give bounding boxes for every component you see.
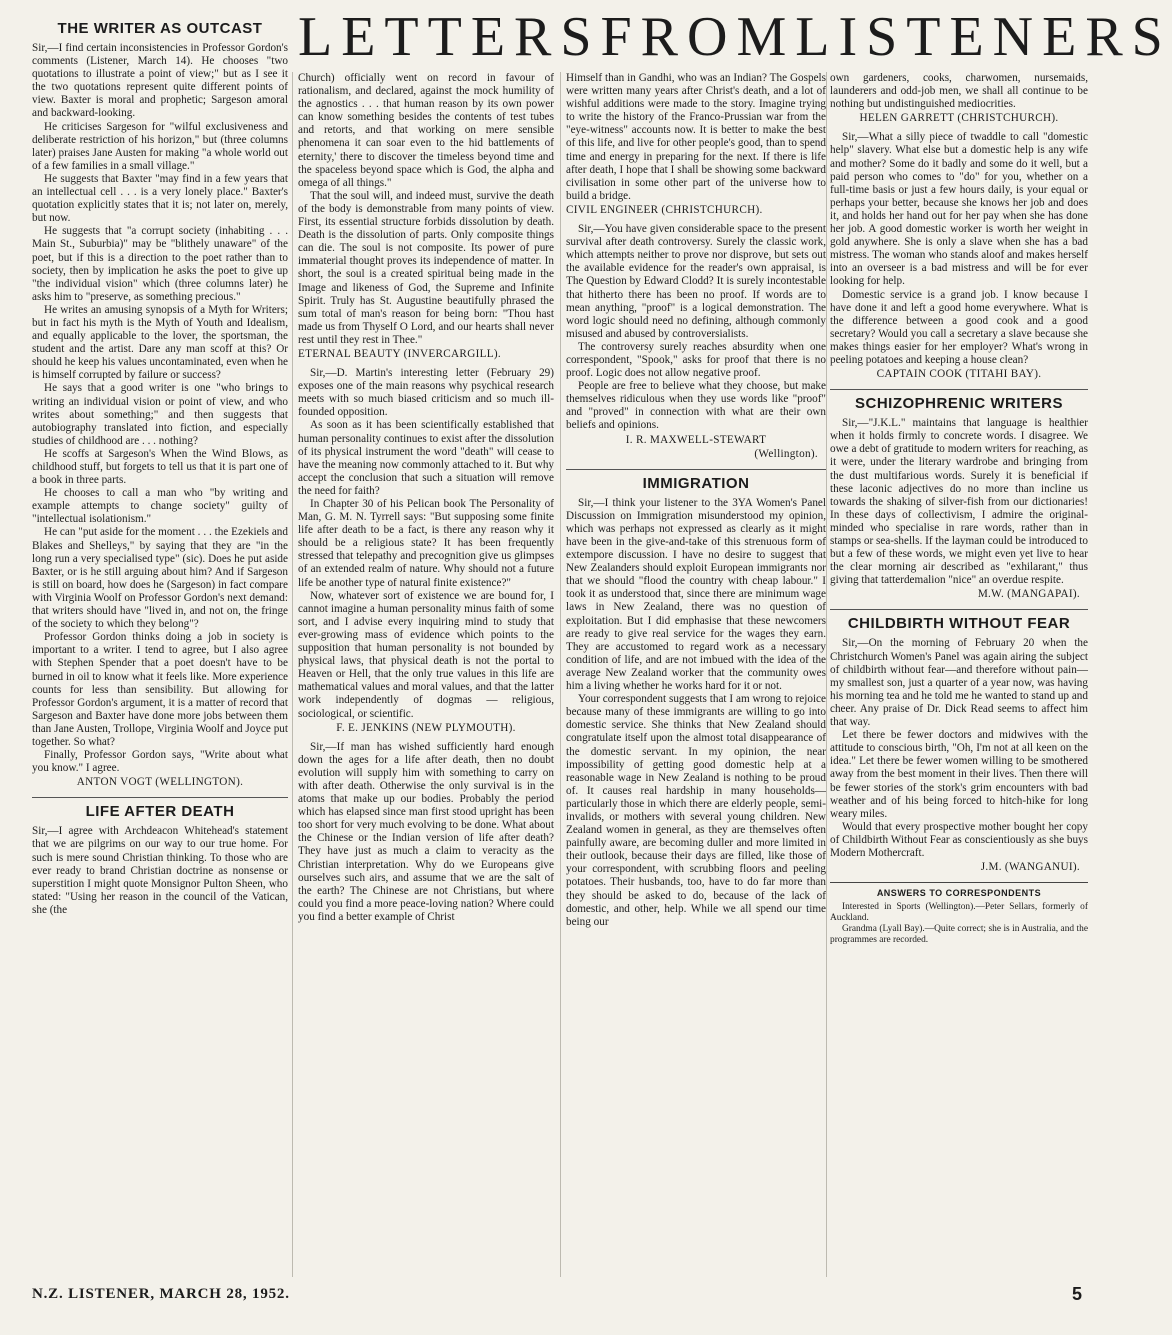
letter-paragraph: As soon as it has been scientifically established that human personality continues to exist after the dissolution of its physical instrument the word "death" will cease to have the meaning now commonly attached to it. But why accept the conclusion that such a situation will remove the need for faith? — [298, 419, 555, 497]
letter-signature: J.M. (WANGANUI). — [980, 861, 1080, 874]
column-2 — [298, 72, 554, 1275]
column-rule — [560, 72, 561, 1277]
letter-paragraph: Professor Gordon thinks doing a job in society is important to a writer. I tend to agree, but I also agree with Stephen Spender that a poet doesn't have to be burned in oil to know what it feels like. More experience counts for less than sensibility. But allowing for Professor Gordon's argument, it is a matter of record that Sargeson and Baxter have done more jobs between them than Jane Austen, Trollope, Virginia Woolf and Joyce put together. So what? — [32, 631, 288, 748]
letter-paragraph: He criticises Sargeson for "wilful exclusiveness and deliberate restriction of his horizon," but (three columns later) praises Jane Austen for making "a whole world out of a few families in a small village." — [32, 120, 288, 172]
letter-paragraph: Sir,—I think your listener to the 3YA Women's Panel Discussion on Immigration misunderstood my opinion, which was perhaps not expressed as clearly as it might have been in the give-and-take of this strenuous form of extempore discussion. I have no desire to suggest that New Zealanders should exploit European immigrants nor that we should "flood the country with cheap labour." I took it as understood that, since there are minimum wage laws in New Zealand, there was no question of exploitation. But I did emphasise that these newcomers are ready to give real service for the wages they earn. They are accustomed to regard work as a necessary condition of life, and are not imbued with the idea of the average New Zealand worker that the community owes him a living whether he works hard for it or not. — [566, 496, 826, 693]
section-heading: THE WRITER AS OUTCAST — [57, 20, 263, 37]
footer-issue-line: N.Z. LISTENER, MARCH 28, 1952. — [32, 1286, 290, 1302]
letter-paragraph: That the soul will, and indeed must, survive the death of the body is demonstrable from many points of view. First, its essential structure forbids dissolution by death. Death is the dissolution of parts. Only composite things can die. The soul is not composite. Its power of pure immaterial thought proves its independence of matter. In short, the soul is a created spiritual being made in the Image and likeness of God, the Supreme and Infinite Spirit. Truly has St. Augustine beautifully phrased the sum total of man's reason for being born: "Thou hast made us from Thyself O Lord, and our hearts shall never rest until they rest in Thee." — [298, 189, 554, 346]
letter-paragraph: The controversy surely reaches absurdity when one correspondent, "Spook," asks for proof that there is no proof. Logic does not allow negative proof. — [566, 340, 826, 380]
column-3 — [566, 72, 826, 1275]
letter-signature-place: (Wellington). — [754, 447, 818, 460]
answer-item: Interested in Sports (Wellington).—Peter Sellars, formerly of Auckland. — [830, 902, 1088, 924]
column-rule — [292, 72, 293, 1277]
letter-signature: ETERNAL BEAUTY (INVERCARGILL). — [298, 347, 501, 360]
masthead-title — [298, 4, 1172, 70]
section-heading: CHILDBIRTH WITHOUT FEAR — [830, 609, 1088, 632]
letter-signature: F. E. JENKINS (NEW PLYMOUTH). — [336, 721, 516, 734]
letter-paragraph: Finally, Professor Gordon says, "Write about what you know." I agree. — [32, 749, 288, 775]
letter-paragraph: He suggests that "a corrupt society (inhabiting . . . Main St., Suburbia)" may be "blithely unaware" of the poet, but if this is a direction to the poet rather than to society, then by implication he asks the poet to give up "the individual vision" which (three columns later) he asks him to "preserve, as something precious." — [32, 225, 288, 303]
letter-paragraph: He says that a good writer is one "who brings to writing an individual vision or point of view, and who writes about something;" and then suggests that autobiography translated into fiction, and especially studies of childhood are . . . nothing? — [32, 382, 288, 447]
section-heading: SCHIZOPHRENIC WRITERS — [830, 389, 1088, 412]
page-number: 5 — [1072, 1284, 1083, 1304]
letter-paragraph: own gardeners, cooks, charwomen, nursemaids, launderers and odd-job men, we shall all continue to be nothing but undistinguished mediocrities. — [830, 72, 1088, 111]
letter-signature: I. R. MAXWELL-STEWART — [625, 433, 767, 446]
letter-paragraph: People are free to believe what they choose, but make themselves ridiculous when they use words like "proof" and "proved" in connection with what are their own beliefs and opinions. — [566, 380, 826, 432]
letter-paragraph: Sir,—I agree with Archdeacon Whitehead's statement that we are pilgrims on our way to our true home. For such is mere sound Christian thinking. To those who are ever ready to brand Christian doctrine as nonsense or superstition I might quote Monsignor Pulton Sheen, who stated: "Using her reason in the council of the Vatican, she (the — [32, 825, 288, 916]
letter-paragraph: Sir,—On the morning of February 20 when the Christchurch Women's Panel was again airing the subject of childbirth without fear—and therefore without pain—my smallest son, just a quarter of a year now, was having his morning tea and he told me he wanted to stand up and cheer. Any praise of Dr. Dick Read seems to affect him that way. — [830, 637, 1088, 729]
masthead-word: LISTENERS — [795, 6, 1172, 68]
letter-paragraph: He suggests that Baxter "may find in a few years that an intellectual cell . . . is a very lonely place." Baxter's quotation explicitly states that it is; not later on, merely, but now. — [32, 172, 288, 225]
masthead-word: LETTERS — [298, 6, 601, 68]
letter-paragraph: In Chapter 30 of his Pelican book The Personality of Man, G. M. N. Tyrrell says: "But supposing some finite life after death to be a fact, is there any reason why it should be a religious state? It has been frequently stressed that telepathy and precognition give us glimpses of an extended realm of nature. Why should not a future life be another type of natural finite existence?" — [298, 498, 554, 589]
letter-paragraph: He scoffs at Sargeson's When the Wind Blows, as childhood stuff, but forgets to tell us that it is part one of a book in three parts. — [32, 447, 288, 487]
letter-paragraph: He writes an amusing synopsis of a Myth for Writers; but in fact his myth is the Myth of Youth and Idealism, and equally applicable to the lover, the sportsman, the student and the artist. Dare any man scoff at this? Or should he keep his values uncontaminated, even when he is himself corrupted by failure or success? — [32, 303, 288, 382]
letter-paragraph: Now, whatever sort of existence we are bound for, I cannot imagine a human personality minus faith of some sort, and I advise every inquiring mind to study that ever-growing mass of evidence which points to the supposition that human personality is not bounded by physical laws, that physical death is not the portal to Heaven or Hell, that the only true values in this life are mathematical values and moral values, and that the latter work independently of dogmas — religious, sociological, or scientific. — [298, 589, 554, 720]
letter-paragraph: Sir,—I find certain inconsistencies in Professor Gordon's comments (Listener, March 14). He chooses "two quotations to illustrate a point of view;" but as I see it the two quotations represent quite different points of view. Baxter is moral and prophetic; Sargeson amoral and backward-looking. — [32, 42, 288, 120]
letter-paragraph: Would that every prospective mother bought her copy of Childbirth Without Fear as conscientiously as she buys Modern Mothercraft. — [830, 820, 1088, 859]
letter-signature: ANTON VOGT (WELLINGTON). — [76, 776, 244, 789]
letter-paragraph: He chooses to call a man who "by writing and example attempts to change society" guilty of "intellectual isolationism." — [32, 487, 288, 526]
letter-paragraph: Let there be fewer doctors and midwives with the attitude to conscious birth, "Oh, I'm not at all keen on the idea." Let there be fewer women willing to be smothered away from the best moment in their lives. Then there will be fewer stories of the stork's grim encounters with bad weather and of his being forced to hitch-hike for long weary miles. — [830, 729, 1088, 820]
letter-paragraph: Domestic service is a grand job. I know because I have done it and left a good home everywhere. What is the difference between a good cook and a good secretary? Would you call a secretary a slave because she makes things easier for her employer? What's wrong in peeling potatoes and keeping a house clean? — [830, 288, 1088, 366]
letter-paragraph: Sir,—If man has wished sufficiently hard enough down the ages for a life after death, then no doubt evolution will supply him with something to carry on with after death. Otherwise the only survival is in the atoms that make up our bodies. Probably the period which has elapsed since man first stood upright has been too short for very much evolving to be done. What about the Chinese or the Indian version of life after death? They have just as much a claim to veracity as the Christian interpretation. Why do we Europeans give ourselves such airs, and assume that we are the salt of the earth? The Chinese are not Christians, but where could you find a more peace-loving nation? Where could you find a better example of Christ — [298, 740, 554, 923]
letter-paragraph: Sir,—What a silly piece of twaddle to call "domestic help" slavery. What else but a domestic help is any wife and mother? Some do it badly and some do it well, but a paid person who comes to "do" for you, whether on a full-time basis or just a few hours daily, is your equal or perhaps your better, because she knows her job and does it, and holds her hand out for her pay when she has done her job. A good domestic worker is worth her weight in gold anywhere. She is only a slave when she has a bad mistress. The woman who stands aloof and makes herself into an overseer is a bad mistress and will be for ever looking for help. — [830, 131, 1088, 288]
letter-signature: CIVIL ENGINEER (CHRISTCHURCH). — [566, 203, 763, 216]
answer-item: Grandma (Lyall Bay).—Quite correct; she is in Australia, and the programmes are recorded. — [830, 924, 1088, 946]
letter-paragraph: Sir,—You have given considerable space to the present survival after death controversy. Surely the classic work, which attempts neither to prove nor disprove, but sets out the available evidence for the reader's own appraisal, is The Question by Edward Clodd? It is surely incontestable that hitherto there has been no proof. If words are to mean anything, "proof" is a logical demonstration. The word logic should need no defining, although commonly misused and abused by controversialists. — [566, 223, 826, 340]
letter-paragraph: Sir,—D. Martin's interesting letter (February 29) exposes one of the main reasons why psychical research meets with so much biased criticism and so much ill-founded opposition. — [298, 367, 554, 419]
column-4 — [830, 72, 1088, 1275]
letter-paragraph: Church) officially went on record in favour of rationalism, and declared, against the mock humility of the agnostics . . . that human reason by its own power can know something besides the contents of test tubes and retorts, and that working on mere sensible phenomena it can soar even to the hid battlements of eternity,' there to discover the timeless beyond time and the spaceless beyond space which is God, the alpha and omega of all things." — [298, 72, 554, 189]
letter-signature: M.W. (MANGAPAI). — [977, 588, 1080, 601]
column-1 — [32, 20, 288, 1275]
letter-paragraph: Himself than in Gandhi, who was an Indian? The Gospels were written many years after Christ's death, and a lot of wishful additions were made to the story. Imagine trying to write the history of the Franco-Prussian war from the "eye-witness" accounts now. It is better to make the best of this life, and live for other people's good, than to spend time and energy in preparing for the next. If there is life after death, I hope that I shall be showing some backward civilisation in some other part of the universe how to build a bridge. — [566, 72, 826, 202]
section-heading: IMMIGRATION — [566, 469, 826, 492]
masthead-word: FROM — [600, 6, 796, 68]
letter-signature: HELEN GARRETT (CHRISTCHURCH). — [859, 112, 1059, 125]
answers-heading: ANSWERS TO CORRESPONDENTS — [830, 882, 1088, 900]
letter-paragraph: Your correspondent suggests that I am wrong to rejoice because many of these immigrants are willing to go into domestic service. She thinks that New Zealand should congratulate itself upon the almost total disappearance of the domestic servant. In my opinion, the near impossibility of getting good domestic help at a reasonable wage in New Zealand is nothing to be proud of. It causes real hardship in many households—particularly those in which there are elderly people, semi-invalids, or mothers with several young children. New Zealand women in general, as they are themselves often painfully aware, are becoming duller and more limited in their outlook, because their days are filled, like those of your correspondent, with scrubbing floors and peeling potatoes. Their husbands, too, have to do far more than they should be asked to do, because of the lack of domestic, and other, help. While we all spend our time being our — [566, 693, 826, 928]
letter-paragraph: Sir,—"J.K.L." maintains that language is healthier when it holds firmly to concrete words. I disagree. We owe a debt of gratitude to modern writers for reaching, as it were, under the literary wardrobe and bringing from the dust multifarious words. Surely it is beneficial if these laconic adjectives do no more than incline us towards the shaking of silver-fish from our dictionaries! In these days of collectivism, I admire the original-minded who specialise in rare words, rather than in stamps or sea-shells. If the layman could be introduced to but a few of these words, we might even yet live to hear the clear morning air described as "exhilarant," thus giving that tatterdemalion "nice" an overdue respite. — [830, 417, 1088, 587]
letter-signature: CAPTAIN COOK (TITAHI BAY). — [876, 368, 1042, 381]
section-heading: LIFE AFTER DEATH — [32, 797, 288, 820]
column-rule — [826, 72, 827, 1277]
letter-paragraph: He can "put aside for the moment . . . the Ezekiels and Blakes and Shelleys," by saying that they are "in the long run a very specialised type" (sic). Does he put aside Baxter, or is he still arguing about him? And if Sargeson is still on board, how does he (Sargeson) in fact compare with Virginia Woolf on Professor Gordon's next demand: that writers should have "lived in, and not on, the fringe of the society to which they belong"? — [32, 526, 288, 631]
